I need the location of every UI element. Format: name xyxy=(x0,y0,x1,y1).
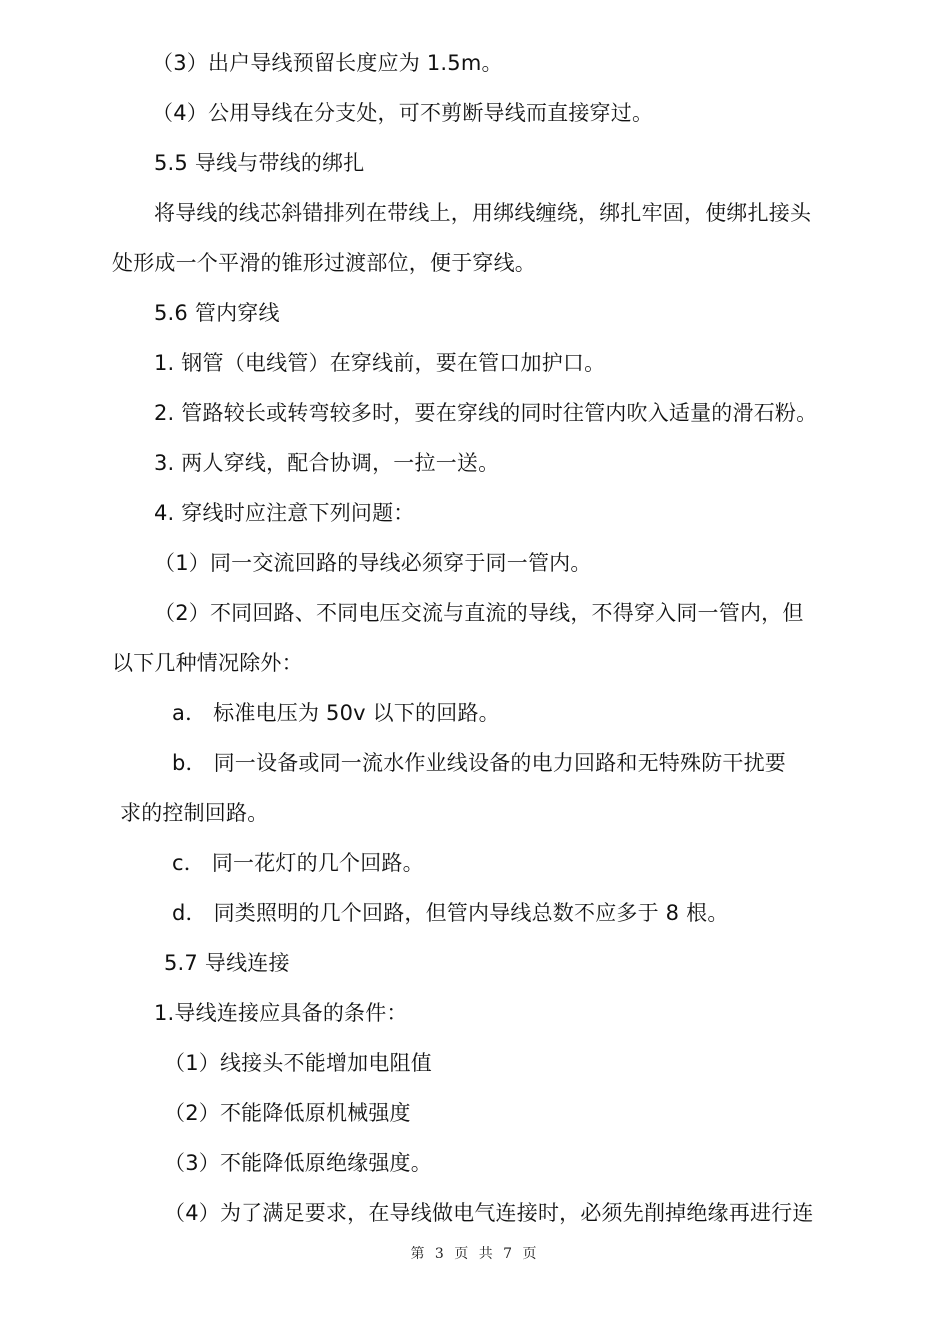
section-heading: 5.5 导线与带线的绑扎 xyxy=(154,151,365,175)
list-item: d． 同类照明的几个回路，但管内导线总数不应多于 8 根。 xyxy=(172,901,729,925)
text-line: （2）不能降低原机械强度 xyxy=(164,1101,411,1125)
list-item: c． 同一花灯的几个回路。 xyxy=(172,851,424,875)
text-line: 3. 两人穿线，配合协调，一拉一送。 xyxy=(154,451,500,475)
section-heading: 5.6 管内穿线 xyxy=(154,301,280,325)
text-line: 4. 穿线时应注意下列问题： xyxy=(154,501,415,525)
list-item: b． 同一设备或同一流水作业线设备的电力回路和无特殊防干扰要 xyxy=(172,751,787,775)
text-line: （1）同一交流回路的导线必须穿于同一管内。 xyxy=(154,551,592,575)
text-line: （1）线接头不能增加电阻值 xyxy=(164,1051,432,1075)
text-line: 以下几种情况除外： xyxy=(112,651,303,675)
text-line: （4）公用导线在分支处，可不剪断导线而直接穿过。 xyxy=(152,101,654,125)
text-line: （3）不能降低原绝缘强度。 xyxy=(164,1151,432,1175)
section-heading: 5.7 导线连接 xyxy=(164,951,290,975)
list-item: a． 标准电压为 50v 以下的回路。 xyxy=(172,701,500,725)
text-line: 1. 钢管（电线管）在穿线前，要在管口加护口。 xyxy=(154,351,606,375)
text-line: （4）为了满足要求，在导线做电气连接时，必须先削掉绝缘再进行连 xyxy=(164,1201,814,1225)
text-line: （2）不同回路、不同电压交流与直流的导线，不得穿入同一管内，但 xyxy=(154,601,804,625)
text-line: 处形成一个平滑的锥形过渡部位，便于穿线。 xyxy=(112,251,536,275)
page-footer: 第 3 页 共 7 页 xyxy=(410,1246,540,1262)
text-line: 将导线的线芯斜错排列在带线上，用绑线缠绕，绑扎牢固，使绑扎接头 xyxy=(154,201,812,225)
text-line: 2. 管路较长或转弯较多时，要在穿线的同时往管内吹入适量的滑石粉。 xyxy=(154,401,818,425)
text-line: 求的控制回路。 xyxy=(120,801,269,825)
text-line: （3）出户导线预留长度应为 1.5m。 xyxy=(152,51,503,75)
text-line: 1.导线连接应具备的条件： xyxy=(154,1001,408,1025)
